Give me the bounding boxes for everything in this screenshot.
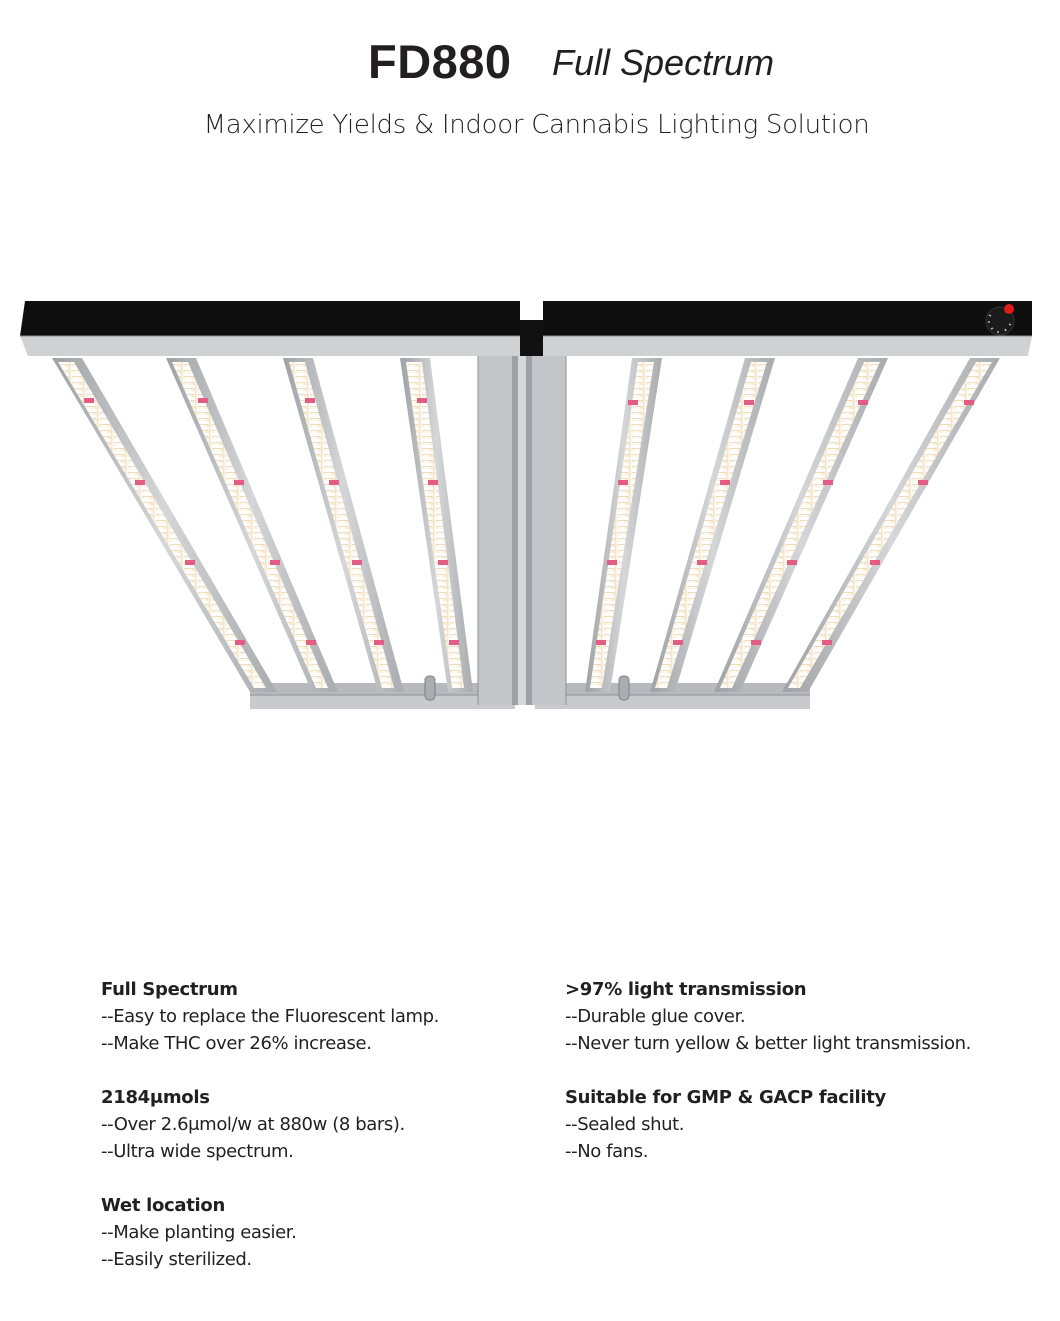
- feature-line: --Ultra wide spectrum.: [101, 1141, 294, 1162]
- feature-line: --Sealed shut.: [565, 1114, 685, 1135]
- feature-title: >97% light transmission: [565, 979, 807, 1000]
- feature-column-right: [565, 976, 1035, 1192]
- model-subtitle: Full Spectrum: [552, 42, 775, 83]
- model-name: FD880: [368, 35, 512, 88]
- feature-line: --Easily sterilized.: [101, 1249, 252, 1270]
- page-header: [0, 0, 1060, 160]
- feature-line: --Never turn yellow & better light transmission.: [565, 1033, 971, 1054]
- top-rail-left: [20, 301, 544, 356]
- feature-wet-location: [101, 1192, 541, 1273]
- led-bars-right: [585, 358, 1000, 692]
- feature-line: --Make THC over 26% increase.: [101, 1033, 372, 1054]
- feature-gmp-gacp: [565, 1084, 1035, 1165]
- title-row: [0, 30, 1060, 90]
- feature-column-left: [101, 976, 541, 1300]
- feature-line: --No fans.: [565, 1141, 649, 1162]
- red-led-markers-left: [84, 398, 459, 645]
- feature-title: Full Spectrum: [101, 979, 238, 1000]
- feature-full-spectrum: [101, 976, 541, 1057]
- feature-title: 2184μmols: [101, 1087, 210, 1108]
- led-bars-left: [52, 358, 473, 692]
- feature-umols: [101, 1084, 541, 1165]
- feature-title: Wet location: [101, 1195, 225, 1216]
- central-spine: [478, 355, 566, 705]
- feature-light-transmission: [565, 976, 1035, 1057]
- feature-title: Suitable for GMP & GACP facility: [565, 1087, 886, 1108]
- grow-light-illustration: [0, 290, 1060, 720]
- tagline: Maximize Yields & Indoor Cannabis Lighting Solution: [203, 110, 870, 140]
- top-rail-right: [543, 301, 1032, 356]
- feature-line: --Durable glue cover.: [565, 1006, 746, 1027]
- feature-line: --Easy to replace the Fluorescent lamp.: [101, 1006, 439, 1027]
- red-led-markers-right: [596, 400, 974, 645]
- product-image: [0, 290, 1060, 720]
- feature-line: --Over 2.6μmol/w at 880w (8 bars).: [101, 1114, 405, 1135]
- feature-line: --Make planting easier.: [101, 1222, 297, 1243]
